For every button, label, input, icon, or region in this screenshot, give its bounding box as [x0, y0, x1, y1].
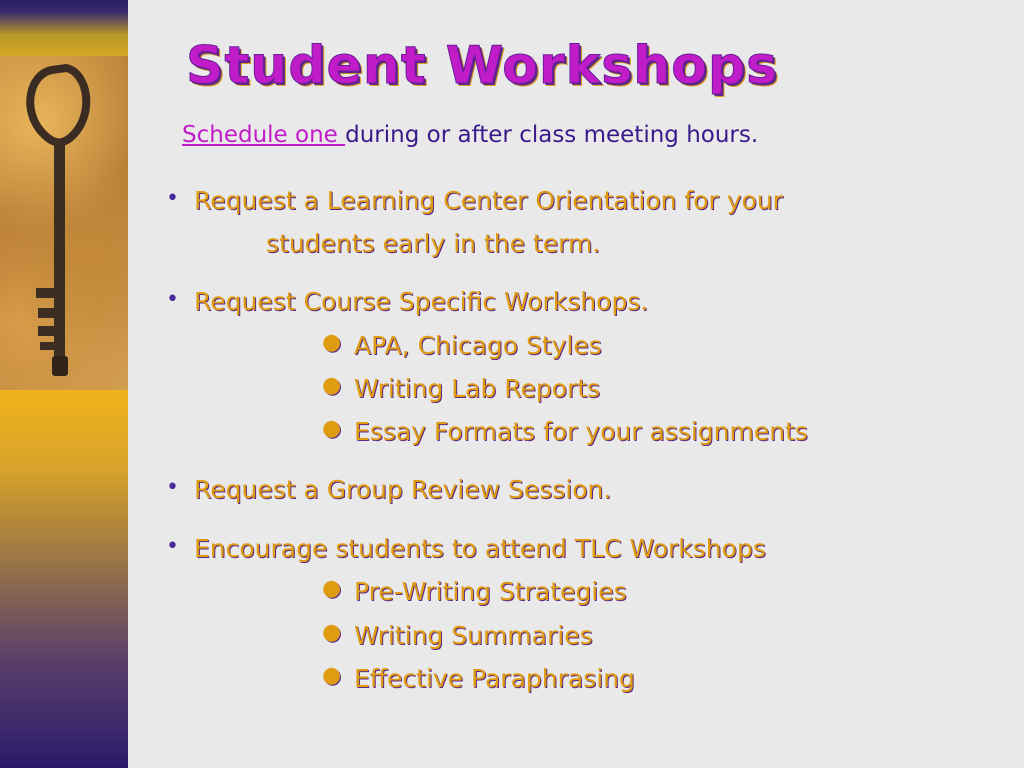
bullet-dot-icon: •	[166, 186, 179, 211]
bullet-text: Request Course Specific Workshops.	[194, 287, 649, 316]
sub-bullet-text: Writing Lab Reports	[354, 373, 601, 403]
sub-bullet-dot-icon: ●	[322, 372, 342, 398]
sub-bullet-item	[166, 570, 986, 613]
bullet-list	[166, 180, 986, 700]
sub-bullet-dot-icon: ●	[322, 619, 342, 645]
sub-bullet-text: Writing Summaries	[354, 620, 593, 650]
bullet-dot-icon: •	[166, 287, 179, 312]
sub-bullet-dot-icon: ●	[322, 416, 342, 441]
sub-bullet-text: Effective Paraphrasing	[354, 663, 635, 693]
sub-bullet-dot-icon: ●	[322, 329, 342, 355]
subtitle-text: during or after class meeting hours.	[345, 122, 759, 148]
bullet-dot-icon: •	[166, 475, 179, 501]
bullet-text: Encourage students to attend TLC Workshops	[194, 533, 766, 563]
bullet-text: Request a Group Review Session.	[194, 475, 612, 505]
sub-bullet-item	[166, 614, 986, 657]
slide-subtitle	[182, 122, 922, 150]
schedule-link[interactable]: Schedule one	[182, 122, 346, 148]
antique-key-image	[0, 56, 128, 390]
sub-bullet-item	[166, 324, 986, 367]
sub-bullet-text: APA, Chicago Styles	[354, 330, 602, 360]
bullet-dot-icon: •	[166, 533, 179, 559]
sub-bullet-item	[166, 657, 986, 700]
bullet-item	[166, 469, 986, 512]
sub-bullet-text: Essay Formats for your assignments	[354, 417, 808, 446]
slide-title: Student Workshops	[186, 36, 779, 96]
sub-bullet-dot-icon: ●	[322, 662, 342, 688]
sub-bullet-text: Pre-Writing Strategies	[354, 577, 627, 607]
bullet-item	[166, 281, 986, 324]
bullet-item	[166, 180, 986, 265]
sub-bullet-item	[166, 367, 986, 410]
bullet-text-continued: students early in the term.	[266, 228, 601, 258]
sub-bullet-dot-icon: ●	[322, 576, 342, 602]
bullet-item	[166, 528, 986, 571]
bullet-text: Request a Learning Center Orientation for your	[194, 186, 783, 215]
sub-bullet-item	[166, 410, 986, 453]
